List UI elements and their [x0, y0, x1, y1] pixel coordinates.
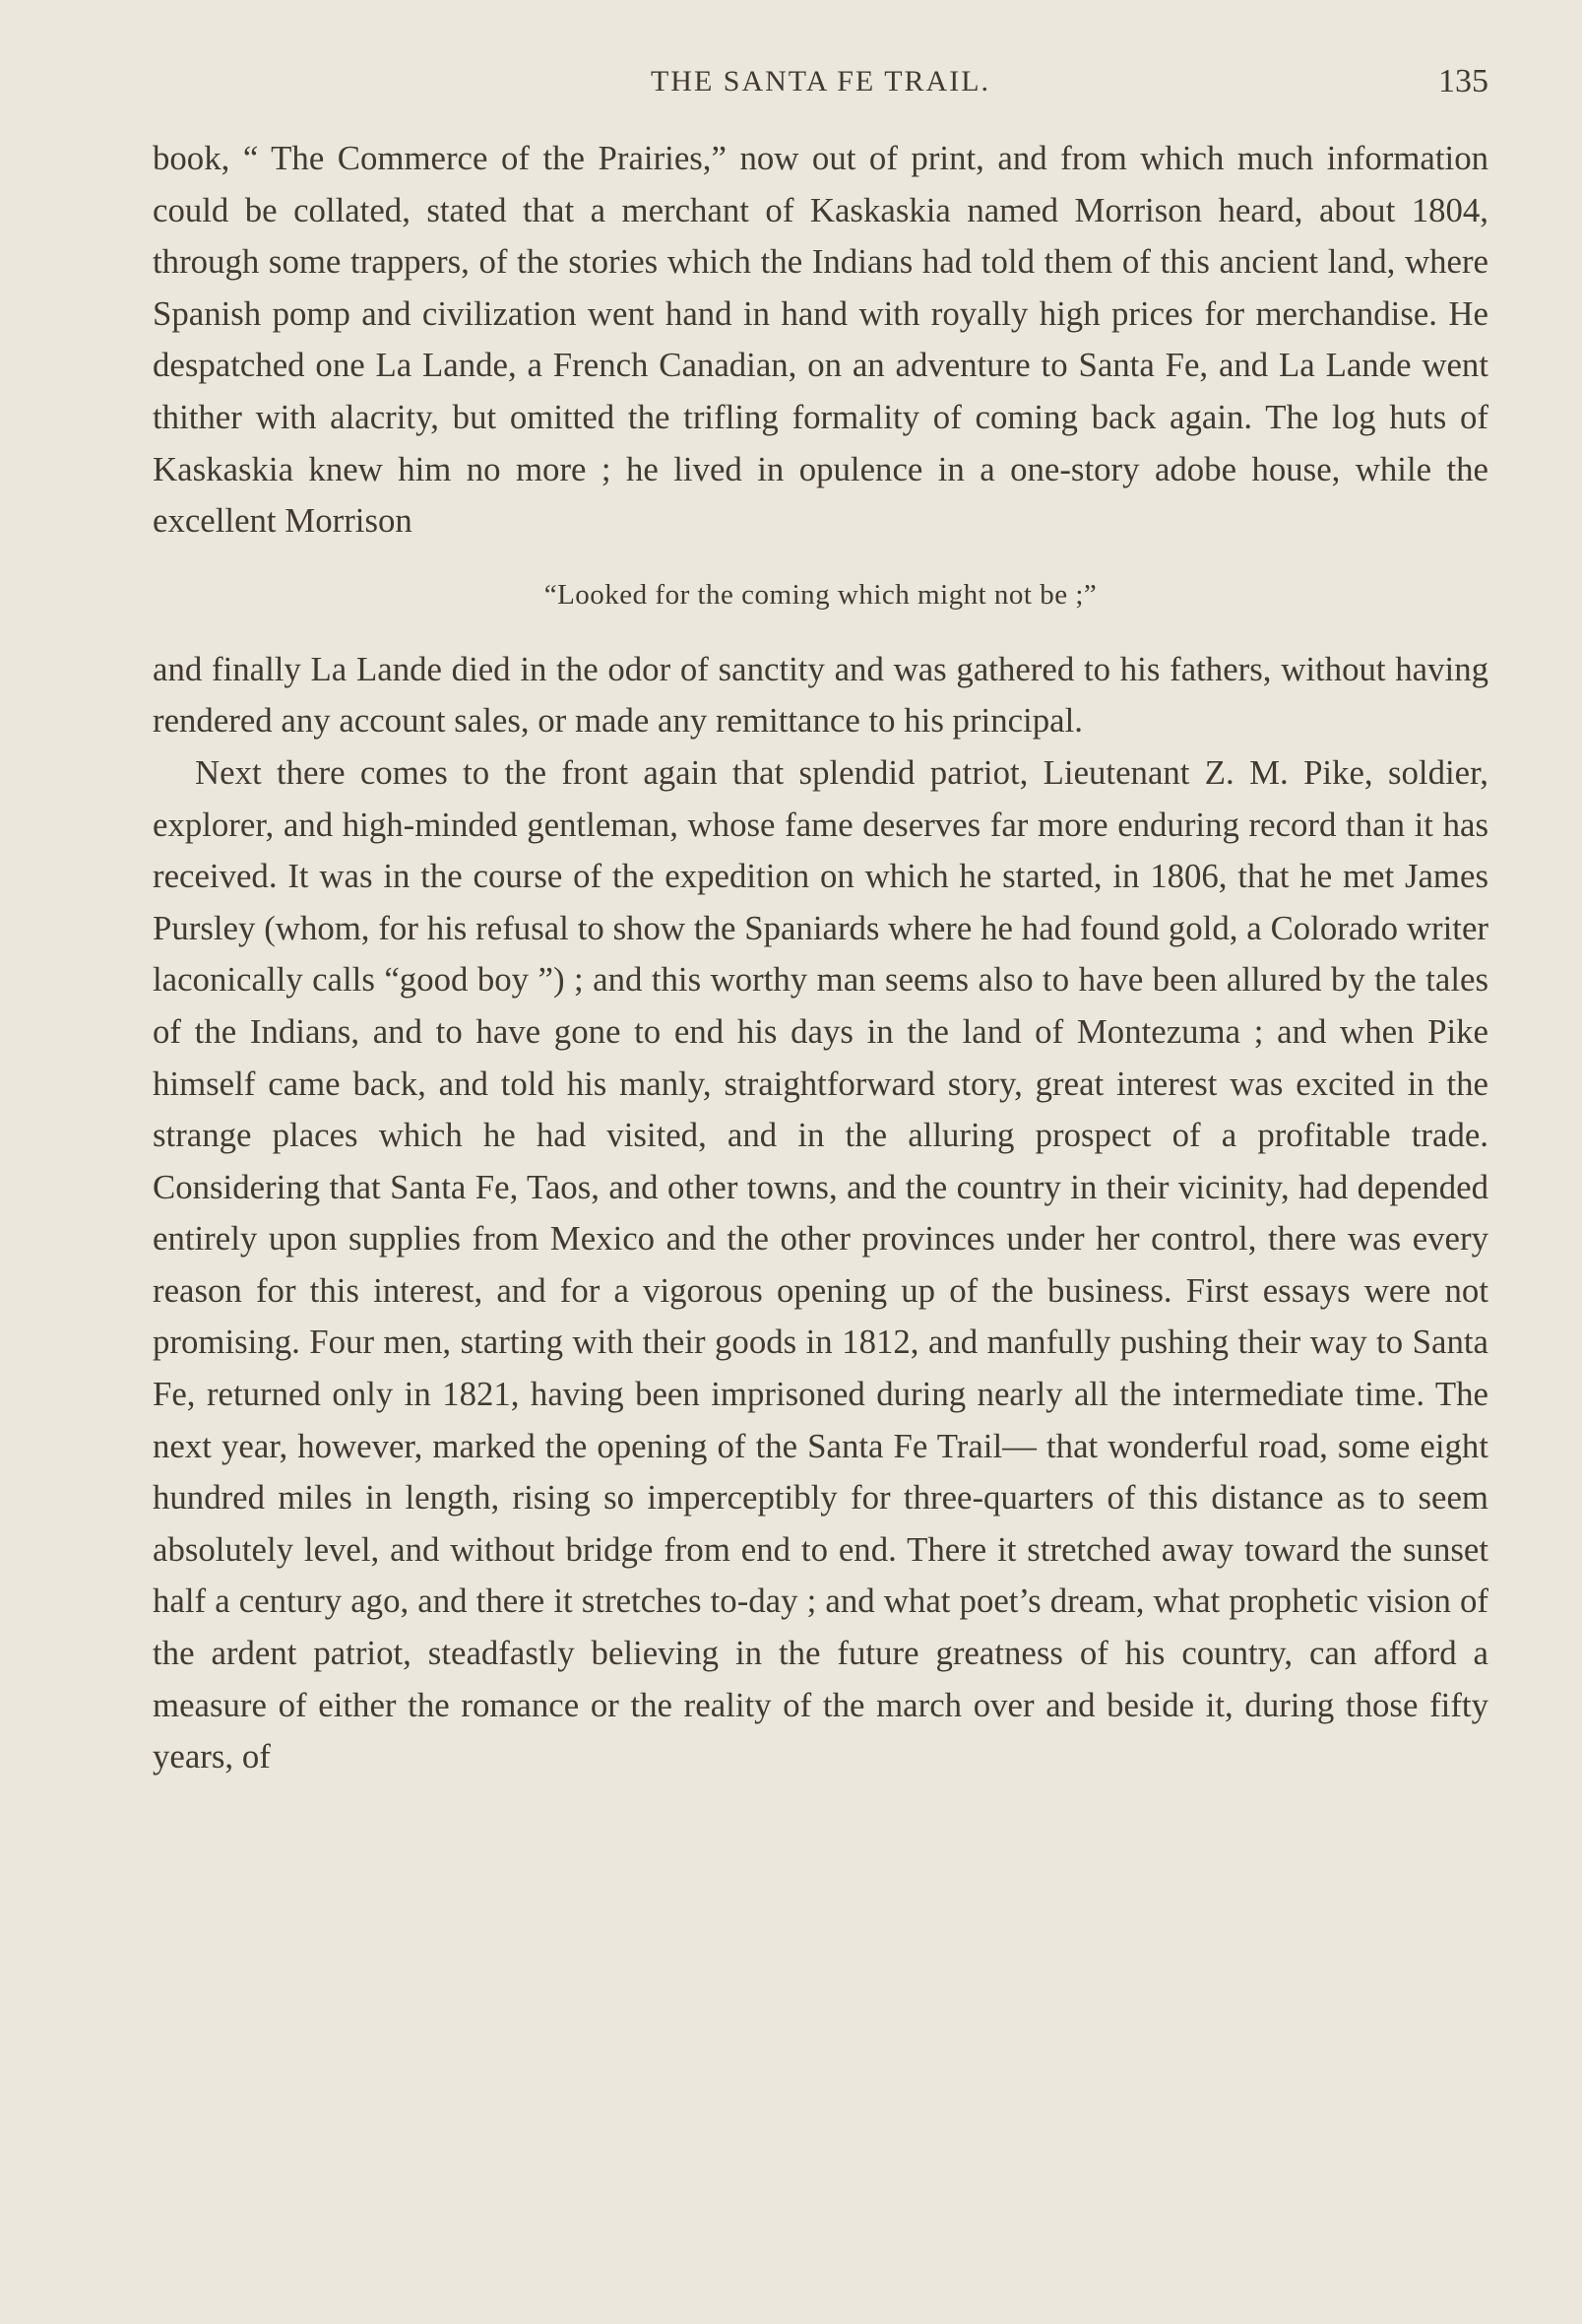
paragraph-3: Next there comes to the front again that splendid patriot, Lieutenant Z. M. Pike, soldier, explorer, and high-minded gentleman, whose fame deserves far more enduring record than it has received. It was in the course of the expedition on which he started, in 1806, that he met James Pursley (whom, for his refusal to show the Spaniards where he had found gold, a Colorado writer laconically calls “good boy ”) ; and this worthy man seems also to have been allured by the tales of the Indians, and to have gone to end his days in the land of Montezuma ; and when Pike himself came back, and told his manly, straightforward story, great interest was excited in the strange places which he had visited, and in the alluring prospect of a profitable trade. Considering that Santa Fe, Taos, and other towns, and the country in their vicinity, had depended entirely upon supplies from Mexico and the other provinces under her control, there was every reason for this interest, and for a vigorous opening up of the business. First essays were not promising. Four men, starting with their goods in 1812, and manfully pushing their way to Santa Fe, returned only in 1821, having been imprisoned during nearly all the intermediate time. The next year, however, marked the opening of the Santa Fe Trail— that wonderful road, some eight hundred miles in length, rising so imperceptibly for three-quarters of this distance as to seem absolutely level, and without bridge from end to end. There it stretched away toward the sunset half a century ago, and there it stretches to-day ; and what poet’s dream, what prophetic vision of the ardent patriot, steadfastly believing in the future greatness of his country, can afford a measure of either the romance or the reality of the march over and beside it, during those fifty years, of — [153, 752, 1488, 1776]
paragraph-1: book, “ The Commerce of the Prairies,” now out of print, and from which much information could be collated, stated that a merchant of Kaskaskia named Morrison heard, about 1804, through some trappers, of the stories which the Indians had told them of this ancient land, where Spanish pomp and civilization went hand in hand with royally high prices for merchandise. He despatched one La Lande, a French Canadian, on an adventure to Santa Fe, and La Lande went thither with alacrity, but omitted the trifling formality of coming back again. The log huts of Kaskaskia knew him no more ; he lived in opulence in a one-story adobe house, while the excellent Morrison — [153, 139, 1488, 541]
block-quote: “Looked for the coming which might not be ;” — [543, 578, 1098, 611]
running-title: THE SANTA FE TRAIL. — [650, 65, 991, 97]
paragraph-2: and finally La Lande died in the odor of sanctity and was gathered to his fathers, without having rendered any account sales, or made any remittance to his principal. — [153, 649, 1488, 741]
body-text — [153, 133, 1488, 1783]
page-number: 135 — [1438, 63, 1488, 99]
running-head — [153, 57, 1488, 106]
